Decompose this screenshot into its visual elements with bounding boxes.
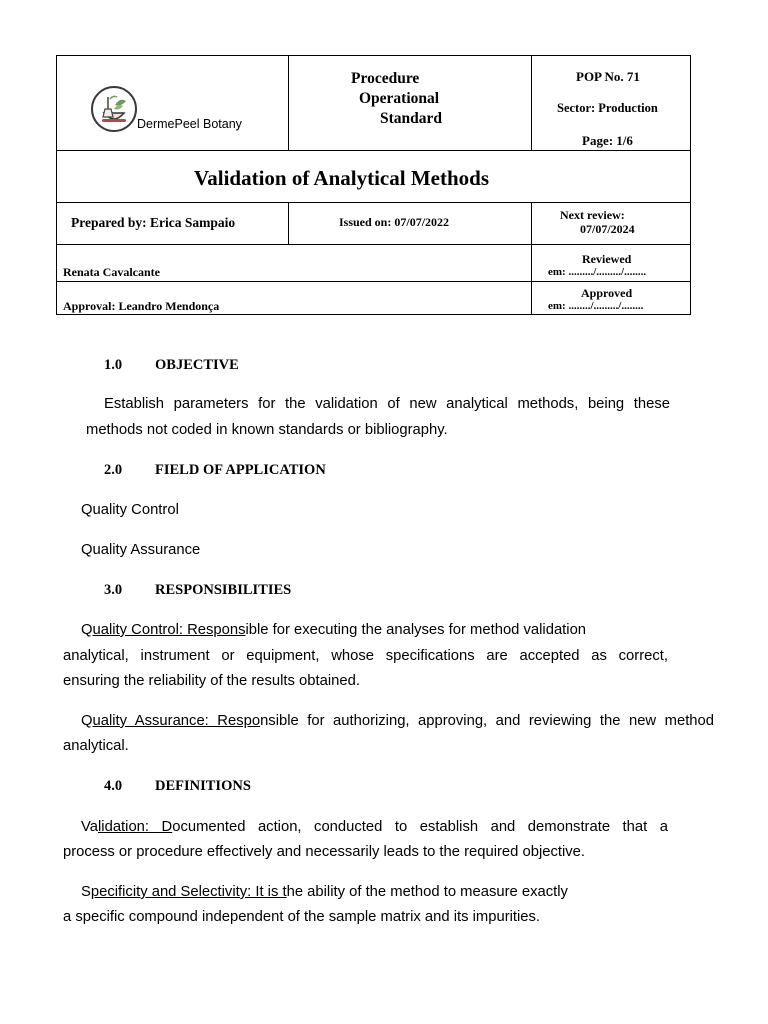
validation-lead: Va	[81, 819, 99, 835]
document-info-cell	[531, 55, 691, 151]
qc-lead: Q	[81, 622, 93, 638]
approval-cell	[56, 281, 532, 315]
validation-rest: ocumented action, conducted to establish and demonstrate that a	[172, 819, 668, 835]
field-item-quality-control: Quality Control	[81, 502, 179, 518]
qa-lead: Q	[81, 713, 93, 729]
sector: Sector: Production	[557, 101, 658, 115]
specificity-definition-line-1	[81, 884, 568, 900]
next-review-label: Next review:	[560, 208, 625, 222]
section-number: 2.0	[104, 462, 123, 478]
title-cell	[56, 150, 691, 203]
procedure-line-3: Standard	[380, 110, 443, 127]
qa-responsibility-line-1	[81, 709, 714, 735]
validation-definition-line-1	[81, 815, 668, 841]
company-name: DermePeel Botany	[137, 117, 242, 131]
prepared-by-cell	[56, 202, 289, 245]
section-title: RESPONSIBILITIES	[155, 582, 292, 598]
section-title: DEFINITIONS	[155, 778, 251, 794]
next-review-cell	[531, 202, 691, 245]
specificity-definition-line-2: a specific compound independent of the sample matrix and its impurities.	[63, 909, 541, 925]
approval-name: Approval: Leandro Mendonça	[63, 299, 220, 313]
approved-label: Approved	[581, 286, 633, 300]
qa-responsibility-line-2: analytical.	[63, 738, 129, 754]
specificity-lead: S	[81, 884, 91, 900]
pop-number: POP No. 71	[576, 69, 640, 84]
approved-date: em: ......../........./........	[548, 300, 644, 312]
reviewer-name: Renata Cavalcante	[63, 265, 160, 279]
section-title: OBJECTIVE	[155, 357, 239, 373]
procedure-type-cell	[288, 55, 532, 151]
prepared-by: Prepared by: Erica Sampaio	[71, 215, 236, 230]
section-number: 1.0	[104, 357, 123, 373]
qa-underlined: uality Assurance: Respo	[92, 713, 261, 729]
objective-line-1: Establish parameters for the validation of new analytical methods, being these	[104, 396, 670, 412]
section-number: 4.0	[104, 778, 123, 794]
qa-rest: nsible for authorizing, approving, and reviewing the new method	[260, 713, 714, 729]
validation-underlined: lidation: D	[98, 819, 173, 835]
issued-on-cell	[288, 202, 532, 245]
approved-cell	[531, 281, 691, 315]
logo-cell	[56, 55, 289, 151]
procedure-line-2: Operational	[359, 90, 440, 107]
validation-definition-line-2: process or procedure effectively and necessarily leads to the required objective.	[63, 844, 586, 860]
issued-on: Issued on: 07/07/2022	[339, 215, 450, 229]
reviewer-cell	[56, 244, 532, 282]
reviewed-date: em: ........./........./........	[548, 266, 647, 278]
document-title: Validation of Analytical Methods	[194, 166, 490, 190]
page-number: Page: 1/6	[582, 133, 633, 148]
field-item-quality-assurance: Quality Assurance	[81, 542, 201, 558]
qc-responsibility-line-1	[81, 622, 586, 638]
qc-rest: ible for executing the analyses for method validation	[245, 622, 587, 638]
section-title: FIELD OF APPLICATION	[155, 462, 326, 478]
qc-responsibility-line-3: ensuring the reliability of the results obtained.	[63, 673, 360, 689]
section-number: 3.0	[104, 582, 123, 598]
specificity-rest: he ability of the method to measure exactly	[286, 884, 568, 900]
procedure-line-1: Procedure	[351, 70, 420, 87]
objective-line-2: methods not coded in known standards or bibliography.	[86, 422, 448, 438]
specificity-underlined: pecificity and Selectivity: It is t	[90, 884, 287, 900]
reviewed-cell	[531, 244, 691, 282]
reviewed-label: Reviewed	[582, 252, 632, 266]
qc-responsibility-line-2: analytical, instrument or equipment, whose specifications are accepted as correct,	[63, 648, 668, 664]
company-logo	[90, 85, 138, 133]
next-review-date: 07/07/2024	[580, 222, 635, 236]
qc-underlined: uality Control: Respons	[92, 622, 246, 638]
